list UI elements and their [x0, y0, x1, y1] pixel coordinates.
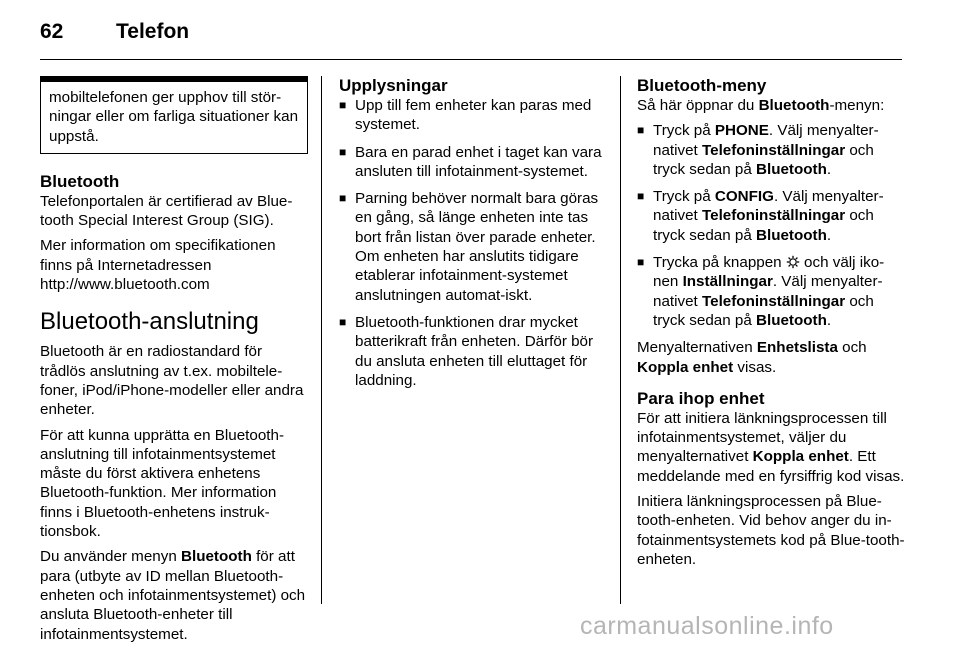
warning-text: mobiltelefonen ger upphov till stör-ningar eller om farliga situationer kan uppstå.: [49, 89, 299, 145]
pair-paragraph-2: Initiera länkningsprocessen på Blue-tooth-enheten. Vid behov anger du in-fotainmentsystemets kod på Blue-tooth-enheten.: [637, 493, 905, 568]
text-bold: Bluetooth: [756, 160, 827, 178]
text-run: Tryck på: [653, 122, 715, 140]
text-run: Tryck på: [653, 188, 715, 206]
text-run: . Ett meddelande med en fyrsiffrig kod visas.: [637, 448, 905, 485]
info-bullet-4: ■ Bluetooth-funktionen drar mycket batterikraft från enheten. Därför bör du ansluta enheten till eluttaget för laddning.: [339, 313, 607, 390]
text-bold: Enhetslista: [756, 339, 838, 357]
bluetooth-heading: Bluetooth: [40, 171, 120, 191]
text-bold: Koppla enhet: [752, 448, 849, 466]
text-run: För att initiera länkningsprocessen till infotainmentsystemet, väljer du menyalternativet: [637, 409, 887, 466]
info-bullet-1: ■ Upp till fem enheter kan paras med systemet.: [339, 96, 607, 135]
pair-heading: Para ihop enhet: [637, 388, 765, 408]
text-run: .: [826, 311, 832, 329]
watermark: carmanualsonline.info: [580, 612, 834, 640]
text-bold: Bluetooth: [758, 97, 830, 114]
gear-icon: [786, 255, 800, 269]
connection-heading: Bluetooth-anslutning: [40, 308, 259, 336]
text-bold: Inställningar: [682, 273, 773, 291]
text-run: Menyalternativen: [637, 339, 757, 357]
text-run: .: [826, 160, 832, 178]
text-run: Så här öppnar du: [637, 97, 759, 114]
text-bold: CONFIG: [714, 188, 774, 206]
text-run: . Välj menyalter-nativet: [653, 122, 879, 159]
bluetooth-paragraph-2: Mer information om specifikationen finns på Internetadressen http://www.bluetooth.com: [40, 237, 276, 294]
text-bold: Telefoninställningar: [701, 207, 846, 225]
menu-name-bluetooth: Bluetooth: [181, 548, 252, 566]
column-3: [637, 76, 905, 575]
section-title: Telefon: [116, 20, 190, 43]
connection-paragraph-2: För att kunna upprätta en Bluetooth-anslutning till infotainmentsystemet måste du först aktivera enhetens Bluetooth-funktion. Mer information finns i Bluetooth-enhetens instruk-tionsbok.: [40, 426, 285, 541]
menu-intro: [637, 96, 905, 115]
info-heading: Upplysningar: [339, 76, 448, 95]
text-bold: Telefoninställningar: [701, 141, 846, 159]
text-bold: PHONE: [714, 122, 769, 140]
text-run: och tryck sedan på: [653, 141, 874, 178]
column-2: [339, 76, 607, 398]
text-run: för att para (utbyte av ID mellan Bluetooth-enheten och infotainmentsystemet) och ansluta Bluetooth-enheter till infotainmentsystemet.: [40, 548, 306, 643]
text-run: och välj iko-nen: [653, 254, 885, 291]
column-divider-2: [620, 76, 621, 604]
text-run: visas.: [733, 358, 777, 376]
info-bullet-3: ■ Parning behöver normalt bara göras en gång, så länge enheten inte tas bort från listan över parade enheter. Om enheten har anslutits tidigare etablerar infotainment-systemet anslutningen automat-iskt.: [339, 189, 607, 305]
text-run: .: [826, 226, 832, 244]
pair-paragraph-1: [637, 409, 905, 486]
warning-box: [40, 76, 308, 154]
text-run: och tryck sedan på: [653, 292, 874, 329]
menu-heading: Bluetooth-meny: [637, 76, 767, 95]
column-1: [40, 76, 308, 650]
text-run: Trycka på knappen: [653, 254, 786, 272]
text-run: . Välj menyalter-nativet: [653, 273, 883, 310]
text-run: . Välj menyalter-nativet: [653, 188, 884, 225]
text-run: Du använder menyn: [40, 548, 181, 566]
text-run: och: [837, 339, 867, 357]
connection-paragraph-1: Bluetooth är en radiostandard för trådlös anslutning av t.ex. mobiltele-foner, iPod/iPhone-modeller eller andra enheter.: [40, 343, 304, 419]
info-bullet-2: ■ Bara en parad enhet i taget kan vara ansluten till infotainment-systemet.: [339, 143, 607, 182]
text-bold: Bluetooth: [756, 226, 827, 244]
header-divider: [40, 59, 902, 60]
menu-bullet-2: [637, 187, 905, 245]
text-run: och tryck sedan på: [653, 207, 874, 244]
text-bold: Bluetooth: [756, 311, 827, 329]
menu-bullet-1: [637, 121, 905, 179]
menu-options: [637, 338, 905, 377]
text-run: -menyn:: [829, 97, 885, 114]
page-number: 62: [40, 20, 64, 43]
connection-paragraph-3: [40, 547, 308, 643]
menu-bullet-3: [637, 253, 905, 330]
text-bold: Koppla enhet: [637, 358, 734, 376]
text-bold: Telefoninställningar: [701, 292, 846, 310]
bluetooth-paragraph-1: Telefonportalen är certifierad av Blue-tooth Special Interest Group (SIG).: [40, 192, 293, 230]
column-divider-1: [321, 76, 322, 604]
page-header: [40, 20, 189, 46]
